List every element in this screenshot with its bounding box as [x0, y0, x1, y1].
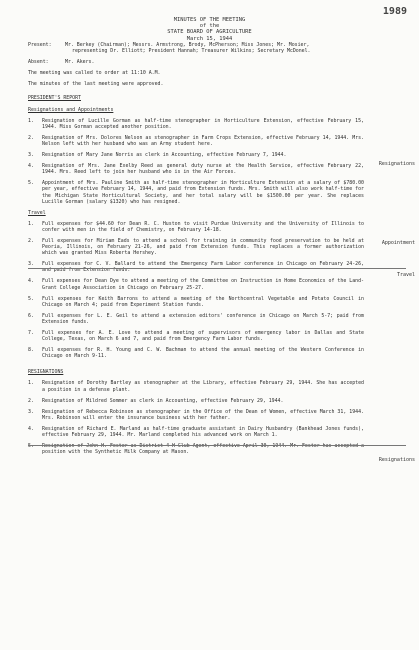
- item-text: Resignation of Mrs. Dolores Nelson as stenographer in Farm Crops Extension, effective February 14, 1944. Mrs. Nelson left with her husband who was an Army student here.: [42, 134, 364, 147]
- item-text: Full expenses for Dean Dye to attend a meeting of the Committee on Instruction in Home Economics of the Land-Grant College Association in Chicago on February 25-27.: [42, 278, 364, 291]
- presidents-report-heading: PRESIDENT'S REPORT: [28, 95, 81, 102]
- item-text: Full expenses for Miriam Eads to attend a school for training in community food preservation to be held at Peoria, Illinois, on February 21-26, and paid from Extension funds. This replaces a former authorization which was granted Miss Roberta Hershey.: [42, 237, 364, 257]
- item-text: Resignation of Lucille Gorman as half-time stenographer in Horticulture Extension, effective February 15, 1944. Miss Gorman accepted another position.: [42, 117, 364, 130]
- margin-note-resignations: Resignations: [378, 161, 415, 167]
- list-item: [28, 163, 364, 175]
- minutes-header: [0, 17, 419, 42]
- item-text: Resignation of Mary Jane Norris as clerk in Accounting, effective February 7, 1944.: [42, 152, 287, 159]
- list-item: [28, 398, 364, 404]
- list-item: [28, 180, 364, 204]
- item-number: 3.: [28, 408, 34, 415]
- item-number: 4.: [28, 425, 34, 432]
- list-item: [28, 409, 364, 421]
- item-number: 5.: [28, 443, 34, 450]
- divider-line: [28, 445, 406, 446]
- list-item: [28, 313, 364, 325]
- divider-line: [28, 268, 406, 269]
- item-number: 3.: [28, 261, 34, 268]
- item-text: Full expenses for A. E. Love to attend a meeting of supervisors of emergency labor in Dallas and State College, Texas, on March 6 and 7, and paid from Emergency Farm Labor funds.: [42, 330, 364, 343]
- item-text: Full expenses for L. E. Geil to attend a extension editors' conference in Chicago on March 5-7; paid from Extension funds.: [42, 312, 364, 325]
- absent-text: Mr. Akers.: [65, 59, 95, 66]
- header-date: March 15, 1944: [186, 35, 233, 42]
- item-text: Resignation of Richard E. Marland as half-time graduate assistant in Dairy Husbandry (Bankhead Jones funds), effective February 29, 1944. Mr. Marland completed his advanced work on March 1.: [42, 425, 364, 439]
- called-to-order: The meeting was called to order at 11:10 A.M.: [28, 70, 161, 77]
- minutes-approved: The minutes of the last meeting were approved.: [28, 81, 164, 88]
- list-item: [28, 152, 364, 158]
- list-item: [28, 347, 364, 359]
- list-item: [28, 278, 364, 290]
- item-number: 5.: [28, 295, 34, 302]
- list-item: [28, 426, 364, 438]
- item-text: Full expenses for $44.60 for Dean R. C. Huston to visit Purdue University and the University of Illinois to confer with men in the field of Chemistry, on February 14-18.: [42, 220, 364, 233]
- present-line-1: Mr. Berkey (Chairman); Messrs. Armstrong, Brody, McPherson; Miss Jones; Mr. Mosier,: [65, 42, 310, 48]
- margin-note-appointment: Appointment: [381, 240, 415, 246]
- present-label: Present:: [28, 42, 52, 48]
- item-number: 1.: [28, 380, 34, 387]
- item-number: 1.: [28, 220, 34, 227]
- list-item: [28, 135, 364, 147]
- item-text: Resignation of Mrs. Jane Exelby Reed as general duty nurse at the Health Service, effective February 22, 1944. Mrs. Reed left to join her husband who is in the Air Forces.: [42, 163, 364, 176]
- item-number: 1.: [28, 117, 34, 124]
- absent-label: Absent:: [28, 59, 49, 66]
- list-item: [28, 296, 364, 308]
- item-number: 4.: [28, 278, 34, 285]
- resignations-appointments-heading: Resignations and Appointments: [28, 106, 114, 113]
- page-number: 1989: [382, 6, 407, 17]
- margin-note-travel: Travel: [396, 272, 415, 278]
- travel-heading: Travel: [28, 209, 46, 216]
- item-text: Resignation of Mildred Sommer as clerk in Accounting, effective February 29, 1944.: [42, 397, 284, 404]
- item-number: 8.: [28, 347, 34, 354]
- item-text: Full expenses for Keith Barrons to attend a meeting of the Northcentral Vegetable and Potato Council in Chicago on March 4; paid from Experiment Station funds.: [42, 295, 364, 308]
- item-text: Full expenses for R. H. Young and C. W. Bachman to attend the annual meeting of the Western Conference in Chicago on March 9-11.: [42, 347, 364, 360]
- present-line-2: representing Dr. Elliott; President Hannah; Treasurer Wilkins; Secretary McDonel.: [72, 48, 311, 55]
- item-number: 2.: [28, 134, 34, 141]
- list-item: [28, 238, 364, 256]
- item-number: 2.: [28, 397, 34, 404]
- item-number: 3.: [28, 152, 34, 159]
- header-of: of the: [199, 23, 220, 30]
- present-text: [65, 42, 311, 54]
- list-item: [28, 118, 364, 130]
- item-text: Full expenses for C. V. Ballard to attend the Emergency Farm Labor conference in Chicago on February 24-26, and paid from Extension funds.: [42, 261, 364, 274]
- item-text: Resignation of Dorothy Bartley as stenographer at the Library, effective February 29, 1944. She has accepted a position in a defense plant.: [42, 380, 364, 393]
- minutes-body: [28, 42, 364, 460]
- present-row: [28, 42, 364, 54]
- margin-note-resignations-2: Resignations: [378, 457, 415, 463]
- header-board: STATE BOARD OF AGRICULTURE: [167, 29, 252, 36]
- list-item: [28, 330, 364, 342]
- header-title: MINUTES OF THE MEETING: [173, 17, 246, 23]
- item-text: Resignation of Rebecca Robinson as stenographer in the Office of the Dean of Women, effective March 31, 1944. Mrs. Robinson will enter the insurance business with her father.: [42, 408, 364, 421]
- item-number: 7.: [28, 330, 34, 336]
- item-text: Resignation of John H. Foster as District 4-H Club Agent, effective April 30, 1944. Mr. Foster has accepted a position with the Synthetic Milk Company at Mason.: [42, 443, 364, 456]
- list-item: [28, 221, 364, 233]
- item-number: 5.: [28, 180, 34, 187]
- item-number: 6.: [28, 312, 34, 319]
- resignations-heading: RESIGNATIONS: [28, 369, 64, 376]
- item-number: 4.: [28, 163, 34, 170]
- list-item: [28, 380, 364, 392]
- item-text: Appointment of Mrs. Pauline Smith as half-time stenographer in Horticulture Extension at a salary of $780.00 per year, effective February 14, 1944, and paid from Extension funds. Mrs. Smith will also work half-time for the Michigan State Horticultural Society, and her total salary will be $1500.00 per year. She replaces Lucille Gorman (salary $1320) who has resigned.: [42, 180, 364, 205]
- item-number: 2.: [28, 237, 34, 244]
